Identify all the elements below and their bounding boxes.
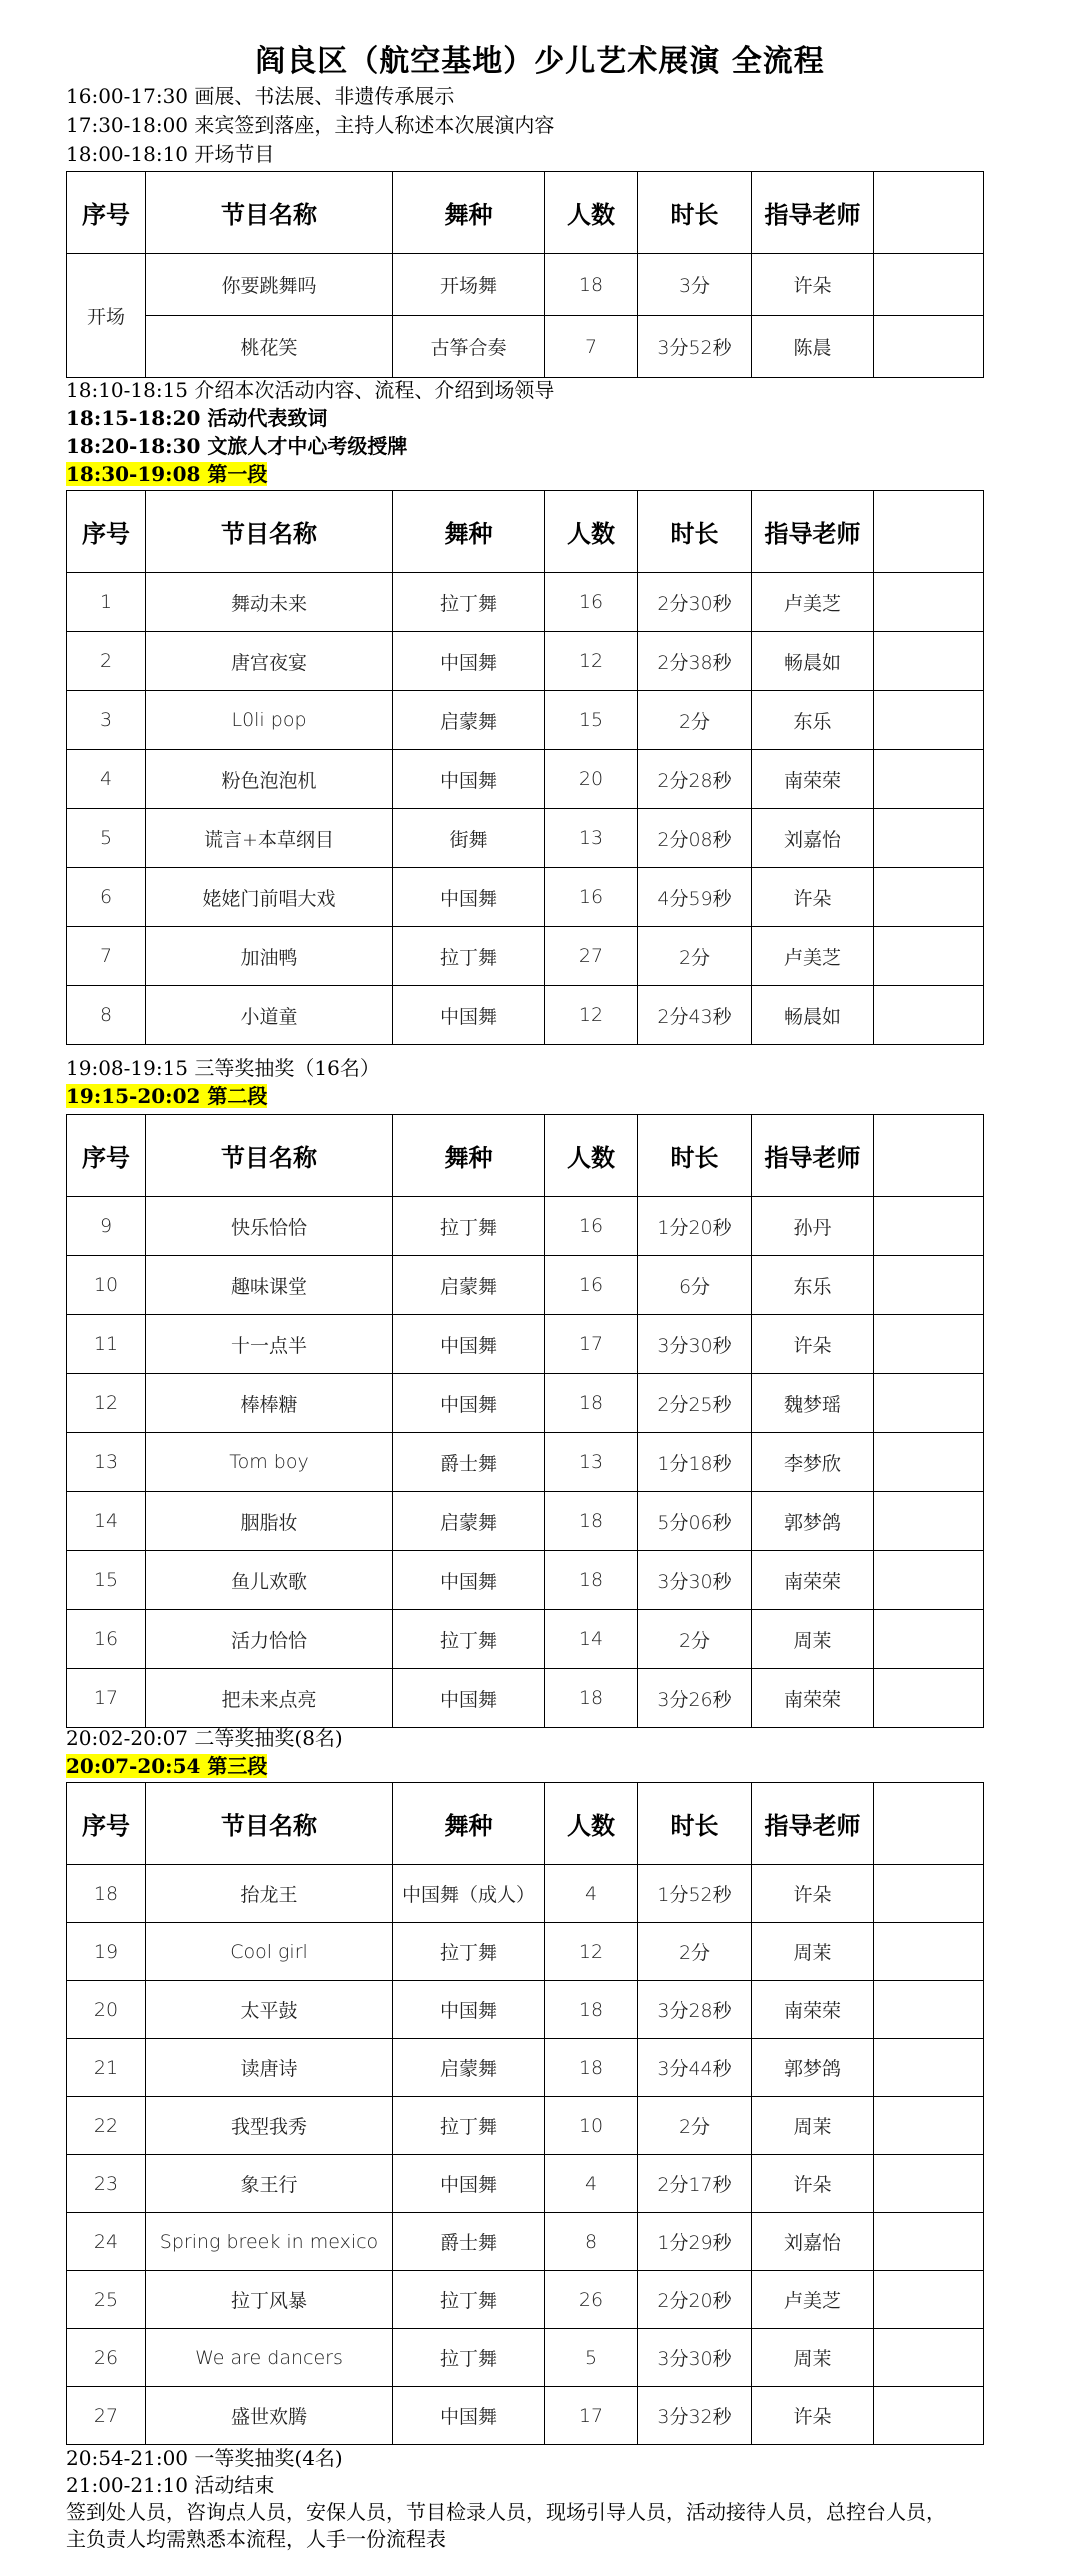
table-row bbox=[67, 809, 984, 868]
segment2-table bbox=[66, 1114, 984, 1728]
program-name: 趣味课堂 bbox=[146, 1256, 393, 1315]
lottery-third-prize: 19:08-19:15 三等奖抽奖（16名） bbox=[66, 1056, 380, 1080]
blank-cell bbox=[874, 2039, 984, 2097]
dance-type: 中国舞 bbox=[393, 1374, 545, 1433]
program-name: 棒棒糖 bbox=[146, 1374, 393, 1433]
table-row bbox=[67, 1433, 984, 1492]
performer-count: 5 bbox=[545, 2329, 638, 2387]
duration: 3分30秒 bbox=[638, 1551, 752, 1610]
program-name: 舞动未来 bbox=[146, 573, 393, 632]
blank-cell bbox=[874, 1256, 984, 1315]
table-row bbox=[67, 1981, 984, 2039]
header-seq: 序号 bbox=[67, 491, 146, 573]
teacher: 刘嘉怡 bbox=[752, 2213, 874, 2271]
header-dance: 舞种 bbox=[393, 172, 545, 254]
dance-type: 爵士舞 bbox=[393, 2213, 545, 2271]
duration: 2分08秒 bbox=[638, 809, 752, 868]
table-row bbox=[67, 691, 984, 750]
blank-cell bbox=[874, 986, 984, 1045]
header-duration: 时长 bbox=[638, 1783, 752, 1865]
dance-type: 中国舞 bbox=[393, 750, 545, 809]
table-row bbox=[67, 316, 984, 378]
program-seq: 3 bbox=[67, 691, 146, 750]
dance-type: 开场舞 bbox=[393, 254, 545, 316]
header-count: 人数 bbox=[545, 1783, 638, 1865]
table-row bbox=[67, 1923, 984, 1981]
dance-type: 拉丁舞 bbox=[393, 2097, 545, 2155]
table-row bbox=[67, 1315, 984, 1374]
header-teacher: 指导老师 bbox=[752, 1783, 874, 1865]
dance-type: 拉丁舞 bbox=[393, 2271, 545, 2329]
blank-cell bbox=[874, 809, 984, 868]
duration: 1分52秒 bbox=[638, 1865, 752, 1923]
program-seq: 11 bbox=[67, 1315, 146, 1374]
performer-count: 4 bbox=[545, 1865, 638, 1923]
program-name: 小道童 bbox=[146, 986, 393, 1045]
program-name: Cool girl bbox=[146, 1923, 393, 1981]
duration: 3分 bbox=[638, 254, 752, 316]
blank-cell bbox=[874, 868, 984, 927]
dance-type: 中国舞 bbox=[393, 632, 545, 691]
table-row bbox=[67, 986, 984, 1045]
blank-cell bbox=[874, 1433, 984, 1492]
performer-count: 12 bbox=[545, 986, 638, 1045]
teacher: 郭梦鸽 bbox=[752, 2039, 874, 2097]
teacher: 周茉 bbox=[752, 2097, 874, 2155]
table-row bbox=[67, 1610, 984, 1669]
program-name: 十一点半 bbox=[146, 1315, 393, 1374]
blank-cell bbox=[874, 1551, 984, 1610]
table-header-row bbox=[67, 172, 984, 254]
header-count: 人数 bbox=[545, 172, 638, 254]
table-row bbox=[67, 868, 984, 927]
program-name: 桃花笑 bbox=[146, 316, 393, 378]
performer-count: 14 bbox=[545, 1610, 638, 1669]
opening-label: 开场 bbox=[67, 254, 146, 378]
schedule-line-speech: 18:15-18:20 活动代表致词 bbox=[66, 406, 328, 430]
blank-cell bbox=[874, 2271, 984, 2329]
dance-type: 中国舞 bbox=[393, 986, 545, 1045]
segment3-heading bbox=[66, 1754, 267, 1778]
schedule-line-exhibition: 16:00-17:30 画展、书法展、非遗传承展示 bbox=[66, 84, 455, 108]
header-name: 节目名称 bbox=[146, 1115, 393, 1197]
header-count: 人数 bbox=[545, 1115, 638, 1197]
dance-type: 古筝合奏 bbox=[393, 316, 545, 378]
blank-cell bbox=[874, 632, 984, 691]
teacher: 卢美芝 bbox=[752, 2271, 874, 2329]
teacher: 南荣荣 bbox=[752, 1551, 874, 1610]
program-seq: 6 bbox=[67, 868, 146, 927]
dance-type: 中国舞（成人） bbox=[393, 1865, 545, 1923]
header-duration: 时长 bbox=[638, 172, 752, 254]
blank-cell bbox=[874, 2329, 984, 2387]
program-name: 快乐恰恰 bbox=[146, 1197, 393, 1256]
performer-count: 18 bbox=[545, 1551, 638, 1610]
table-row bbox=[67, 2213, 984, 2271]
header-seq: 序号 bbox=[67, 1115, 146, 1197]
blank-cell bbox=[874, 1923, 984, 1981]
teacher: 畅晨如 bbox=[752, 986, 874, 1045]
header-teacher: 指导老师 bbox=[752, 491, 874, 573]
table-row bbox=[67, 2271, 984, 2329]
duration: 4分59秒 bbox=[638, 868, 752, 927]
program-name: 谎言+本草纲目 bbox=[146, 809, 393, 868]
performer-count: 12 bbox=[545, 632, 638, 691]
performer-count: 16 bbox=[545, 573, 638, 632]
program-seq: 19 bbox=[67, 1923, 146, 1981]
program-name: 唐宫夜宴 bbox=[146, 632, 393, 691]
header-name: 节目名称 bbox=[146, 491, 393, 573]
performer-count: 8 bbox=[545, 2213, 638, 2271]
blank-cell bbox=[874, 1981, 984, 2039]
teacher: 许朵 bbox=[752, 1315, 874, 1374]
table-row bbox=[67, 2039, 984, 2097]
header-teacher: 指导老师 bbox=[752, 172, 874, 254]
table-row bbox=[67, 2387, 984, 2445]
segment2-heading bbox=[66, 1084, 267, 1108]
teacher: 畅晨如 bbox=[752, 632, 874, 691]
performer-count: 12 bbox=[545, 1923, 638, 1981]
dance-type: 启蒙舞 bbox=[393, 2039, 545, 2097]
duration: 3分28秒 bbox=[638, 1981, 752, 2039]
blank-cell bbox=[874, 316, 984, 378]
performer-count: 20 bbox=[545, 750, 638, 809]
program-seq: 10 bbox=[67, 1256, 146, 1315]
dance-type: 中国舞 bbox=[393, 1551, 545, 1610]
duration: 6分 bbox=[638, 1256, 752, 1315]
teacher: 刘嘉怡 bbox=[752, 809, 874, 868]
header-duration: 时长 bbox=[638, 1115, 752, 1197]
teacher: 南荣荣 bbox=[752, 1981, 874, 2039]
program-seq: 1 bbox=[67, 573, 146, 632]
schedule-line-opening: 18:00-18:10 开场节目 bbox=[66, 142, 275, 166]
performer-count: 16 bbox=[545, 1197, 638, 1256]
teacher: 郭梦鸽 bbox=[752, 1492, 874, 1551]
header-blank bbox=[874, 1783, 984, 1865]
performer-count: 18 bbox=[545, 254, 638, 316]
program-seq: 5 bbox=[67, 809, 146, 868]
program-name: 抬龙王 bbox=[146, 1865, 393, 1923]
table-row bbox=[67, 750, 984, 809]
header-duration: 时长 bbox=[638, 491, 752, 573]
teacher: 东乐 bbox=[752, 691, 874, 750]
blank-cell bbox=[874, 254, 984, 316]
program-name: 鱼儿欢歌 bbox=[146, 1551, 393, 1610]
dance-type: 拉丁舞 bbox=[393, 2329, 545, 2387]
opening-program-table bbox=[66, 171, 984, 378]
duration: 2分28秒 bbox=[638, 750, 752, 809]
program-seq: 8 bbox=[67, 986, 146, 1045]
table-row bbox=[67, 2097, 984, 2155]
page-title: 阎良区（航空基地）少儿艺术展演 全流程 bbox=[255, 44, 825, 79]
segment3-time-label: 20:07-20:54 第三段 bbox=[66, 1754, 268, 1778]
performer-count: 18 bbox=[545, 1374, 638, 1433]
performer-count: 18 bbox=[545, 2039, 638, 2097]
dance-type: 爵士舞 bbox=[393, 1433, 545, 1492]
lottery-first-prize: 20:54-21:00 一等奖抽奖(4名) bbox=[66, 2446, 343, 2470]
dance-type: 拉丁舞 bbox=[393, 1923, 545, 1981]
duration: 3分44秒 bbox=[638, 2039, 752, 2097]
table-header-row bbox=[67, 1783, 984, 1865]
segment1-table bbox=[66, 490, 984, 1045]
teacher: 卢美芝 bbox=[752, 573, 874, 632]
dance-type: 中国舞 bbox=[393, 2387, 545, 2445]
schedule-line-end: 21:00-21:10 活动结束 bbox=[66, 2473, 275, 2497]
performer-count: 13 bbox=[545, 809, 638, 868]
header-name: 节目名称 bbox=[146, 172, 393, 254]
performer-count: 18 bbox=[545, 1492, 638, 1551]
duration: 3分30秒 bbox=[638, 2329, 752, 2387]
duration: 1分29秒 bbox=[638, 2213, 752, 2271]
program-seq: 25 bbox=[67, 2271, 146, 2329]
program-name: 你要跳舞吗 bbox=[146, 254, 393, 316]
segment1-heading bbox=[66, 462, 267, 486]
blank-cell bbox=[874, 573, 984, 632]
dance-type: 中国舞 bbox=[393, 868, 545, 927]
table-row bbox=[67, 1551, 984, 1610]
schedule-line-checkin: 17:30-18:00 来宾签到落座，主持人称述本次展演内容 bbox=[66, 113, 555, 137]
teacher: 周茉 bbox=[752, 1610, 874, 1669]
blank-cell bbox=[874, 1669, 984, 1728]
program-name: 我型我秀 bbox=[146, 2097, 393, 2155]
table-row bbox=[67, 632, 984, 691]
duration: 2分 bbox=[638, 1610, 752, 1669]
dance-type: 中国舞 bbox=[393, 1315, 545, 1374]
program-seq: 2 bbox=[67, 632, 146, 691]
blank-cell bbox=[874, 1865, 984, 1923]
program-name: We are dancers bbox=[146, 2329, 393, 2387]
blank-cell bbox=[874, 927, 984, 986]
performer-count: 17 bbox=[545, 1315, 638, 1374]
performer-count: 17 bbox=[545, 2387, 638, 2445]
table-row bbox=[67, 1197, 984, 1256]
table-row bbox=[67, 1492, 984, 1551]
performer-count: 7 bbox=[545, 316, 638, 378]
program-name: 活力恰恰 bbox=[146, 1610, 393, 1669]
program-name: L0li pop bbox=[146, 691, 393, 750]
dance-type: 拉丁舞 bbox=[393, 573, 545, 632]
teacher: 许朵 bbox=[752, 2155, 874, 2213]
program-seq: 13 bbox=[67, 1433, 146, 1492]
duration: 3分30秒 bbox=[638, 1315, 752, 1374]
program-seq: 12 bbox=[67, 1374, 146, 1433]
duration: 1分18秒 bbox=[638, 1433, 752, 1492]
performer-count: 10 bbox=[545, 2097, 638, 2155]
teacher: 许朵 bbox=[752, 868, 874, 927]
lottery-second-prize: 20:02-20:07 二等奖抽奖(8名) bbox=[66, 1726, 343, 1750]
program-seq: 24 bbox=[67, 2213, 146, 2271]
teacher: 东乐 bbox=[752, 1256, 874, 1315]
table-row bbox=[67, 573, 984, 632]
duration: 1分20秒 bbox=[638, 1197, 752, 1256]
dance-type: 拉丁舞 bbox=[393, 927, 545, 986]
duration: 2分 bbox=[638, 691, 752, 750]
program-seq: 26 bbox=[67, 2329, 146, 2387]
table-row bbox=[67, 1865, 984, 1923]
schedule-line-award: 18:20-18:30 文旅人才中心考级授牌 bbox=[66, 434, 408, 458]
table-row bbox=[67, 1256, 984, 1315]
program-seq: 18 bbox=[67, 1865, 146, 1923]
header-dance: 舞种 bbox=[393, 1115, 545, 1197]
table-row bbox=[67, 1374, 984, 1433]
segment2-time-label: 19:15-20:02 第二段 bbox=[66, 1084, 268, 1108]
teacher: 周茉 bbox=[752, 1923, 874, 1981]
staff-note-line1: 签到处人员，咨询点人员，安保人员，节目检录人员，现场引导人员，活动接待人员，总控台人员， bbox=[66, 2500, 946, 2524]
program-name: 姥姥门前唱大戏 bbox=[146, 868, 393, 927]
blank-cell bbox=[874, 1492, 984, 1551]
program-seq: 4 bbox=[67, 750, 146, 809]
header-name: 节目名称 bbox=[146, 1783, 393, 1865]
performer-count: 27 bbox=[545, 927, 638, 986]
dance-type: 拉丁舞 bbox=[393, 1197, 545, 1256]
duration: 3分26秒 bbox=[638, 1669, 752, 1728]
duration: 2分17秒 bbox=[638, 2155, 752, 2213]
performer-count: 13 bbox=[545, 1433, 638, 1492]
performer-count: 4 bbox=[545, 2155, 638, 2213]
teacher: 陈晨 bbox=[752, 316, 874, 378]
program-name: Spring breek in mexico bbox=[146, 2213, 393, 2271]
header-blank bbox=[874, 491, 984, 573]
program-seq: 15 bbox=[67, 1551, 146, 1610]
table-row bbox=[67, 254, 984, 316]
table-row bbox=[67, 1669, 984, 1728]
blank-cell bbox=[874, 2097, 984, 2155]
teacher: 南荣荣 bbox=[752, 1669, 874, 1728]
performer-count: 18 bbox=[545, 1981, 638, 2039]
program-name: 盛世欢腾 bbox=[146, 2387, 393, 2445]
header-count: 人数 bbox=[545, 491, 638, 573]
header-seq: 序号 bbox=[67, 172, 146, 254]
program-seq: 22 bbox=[67, 2097, 146, 2155]
program-seq: 20 bbox=[67, 1981, 146, 2039]
teacher: 许朵 bbox=[752, 254, 874, 316]
performer-count: 15 bbox=[545, 691, 638, 750]
table-header-row bbox=[67, 1115, 984, 1197]
program-name: 粉色泡泡机 bbox=[146, 750, 393, 809]
program-name: 太平鼓 bbox=[146, 1981, 393, 2039]
header-teacher: 指导老师 bbox=[752, 1115, 874, 1197]
program-seq: 17 bbox=[67, 1669, 146, 1728]
program-seq: 7 bbox=[67, 927, 146, 986]
blank-cell bbox=[874, 2155, 984, 2213]
teacher: 周茉 bbox=[752, 2329, 874, 2387]
table-header-row bbox=[67, 491, 984, 573]
performer-count: 16 bbox=[545, 868, 638, 927]
program-seq: 14 bbox=[67, 1492, 146, 1551]
program-name: 象王行 bbox=[146, 2155, 393, 2213]
table-row bbox=[67, 927, 984, 986]
program-name: 读唐诗 bbox=[146, 2039, 393, 2097]
blank-cell bbox=[874, 1315, 984, 1374]
duration: 3分32秒 bbox=[638, 2387, 752, 2445]
teacher: 李梦欣 bbox=[752, 1433, 874, 1492]
blank-cell bbox=[874, 750, 984, 809]
blank-cell bbox=[874, 2213, 984, 2271]
header-seq: 序号 bbox=[67, 1783, 146, 1865]
performer-count: 18 bbox=[545, 1669, 638, 1728]
staff-note-line2: 主负责人均需熟悉本流程，人手一份流程表 bbox=[66, 2527, 446, 2551]
program-seq: 21 bbox=[67, 2039, 146, 2097]
program-name: 拉丁风暴 bbox=[146, 2271, 393, 2329]
teacher: 南荣荣 bbox=[752, 750, 874, 809]
teacher: 卢美芝 bbox=[752, 927, 874, 986]
program-name: 把未来点亮 bbox=[146, 1669, 393, 1728]
blank-cell bbox=[874, 691, 984, 750]
program-seq: 23 bbox=[67, 2155, 146, 2213]
performer-count: 16 bbox=[545, 1256, 638, 1315]
teacher: 孙丹 bbox=[752, 1197, 874, 1256]
duration: 2分 bbox=[638, 2097, 752, 2155]
program-seq: 9 bbox=[67, 1197, 146, 1256]
duration: 2分38秒 bbox=[638, 632, 752, 691]
dance-type: 启蒙舞 bbox=[393, 1256, 545, 1315]
dance-type: 启蒙舞 bbox=[393, 1492, 545, 1551]
blank-cell bbox=[874, 2387, 984, 2445]
schedule-line-intro: 18:10-18:15 介绍本次活动内容、流程、介绍到场领导 bbox=[66, 378, 555, 402]
segment3-table bbox=[66, 1782, 984, 2445]
table-row bbox=[67, 2155, 984, 2213]
program-name: 胭脂妆 bbox=[146, 1492, 393, 1551]
program-seq: 16 bbox=[67, 1610, 146, 1669]
header-blank bbox=[874, 1115, 984, 1197]
segment1-time-label: 18:30-19:08 第一段 bbox=[66, 462, 268, 486]
header-blank bbox=[874, 172, 984, 254]
duration: 2分 bbox=[638, 1923, 752, 1981]
duration: 3分52秒 bbox=[638, 316, 752, 378]
program-name: Tom boy bbox=[146, 1433, 393, 1492]
program-name: 加油鸭 bbox=[146, 927, 393, 986]
dance-type: 中国舞 bbox=[393, 2155, 545, 2213]
duration: 2分30秒 bbox=[638, 573, 752, 632]
header-dance: 舞种 bbox=[393, 491, 545, 573]
duration: 2分43秒 bbox=[638, 986, 752, 1045]
blank-cell bbox=[874, 1374, 984, 1433]
teacher: 魏梦瑶 bbox=[752, 1374, 874, 1433]
dance-type: 启蒙舞 bbox=[393, 691, 545, 750]
duration: 2分 bbox=[638, 927, 752, 986]
dance-type: 中国舞 bbox=[393, 1669, 545, 1728]
header-dance: 舞种 bbox=[393, 1783, 545, 1865]
dance-type: 中国舞 bbox=[393, 1981, 545, 2039]
duration: 2分20秒 bbox=[638, 2271, 752, 2329]
table-row bbox=[67, 2329, 984, 2387]
duration: 5分06秒 bbox=[638, 1492, 752, 1551]
blank-cell bbox=[874, 1610, 984, 1669]
performer-count: 26 bbox=[545, 2271, 638, 2329]
teacher: 许朵 bbox=[752, 2387, 874, 2445]
teacher: 许朵 bbox=[752, 1865, 874, 1923]
program-seq: 27 bbox=[67, 2387, 146, 2445]
dance-type: 街舞 bbox=[393, 809, 545, 868]
blank-cell bbox=[874, 1197, 984, 1256]
dance-type: 拉丁舞 bbox=[393, 1610, 545, 1669]
duration: 2分25秒 bbox=[638, 1374, 752, 1433]
